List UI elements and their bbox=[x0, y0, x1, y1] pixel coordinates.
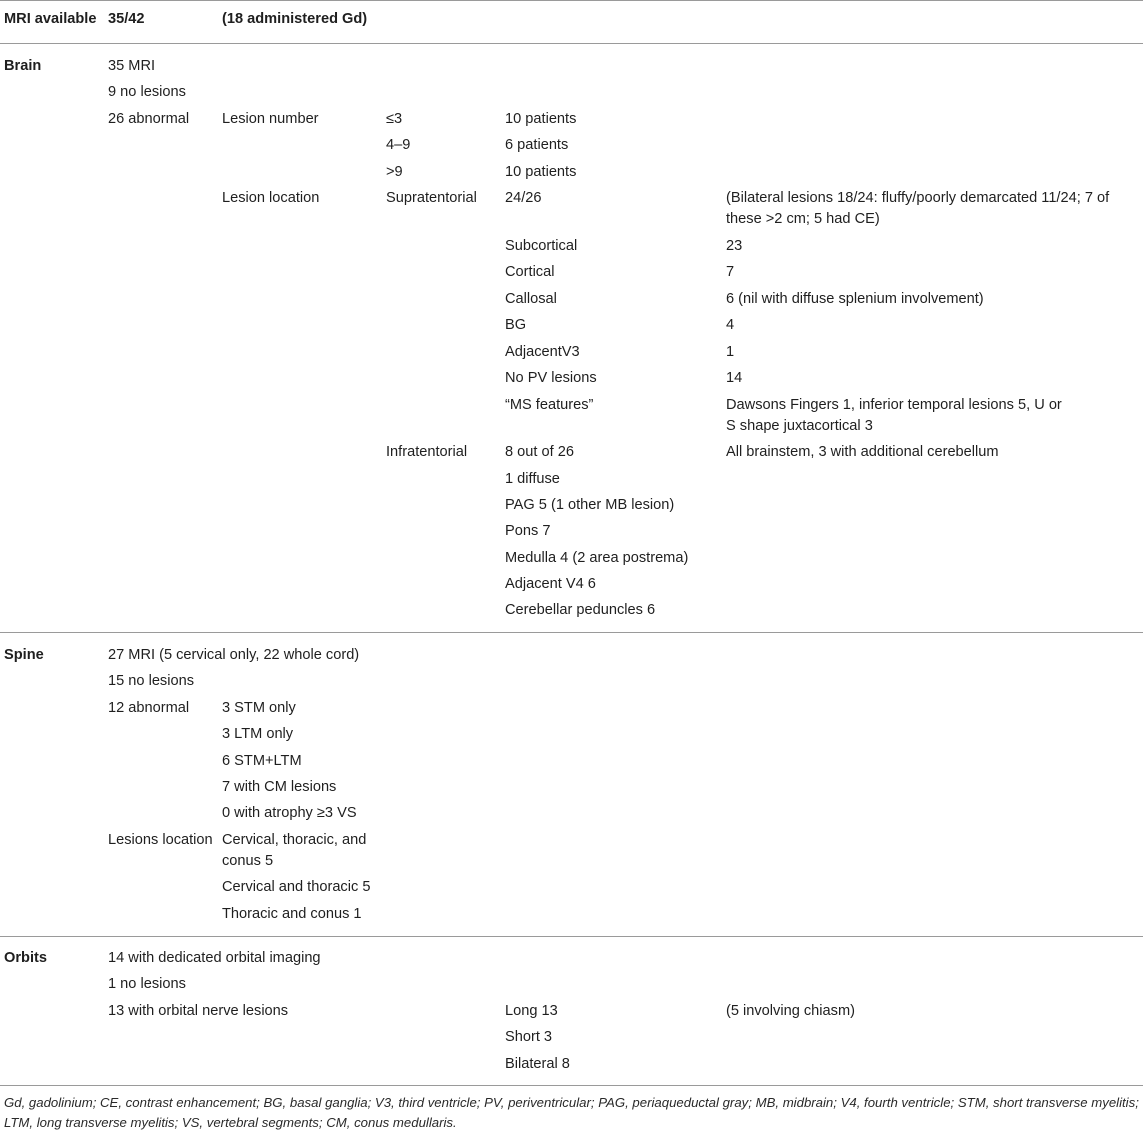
supratentorial-count: 24/26 bbox=[505, 190, 542, 206]
supratentorial-item: “MS features” bbox=[505, 397, 594, 413]
orbits-item: Short 3 bbox=[505, 1029, 553, 1045]
supratentorial-item: Cortical bbox=[505, 264, 555, 280]
infratentorial-item: Adjacent V4 6 bbox=[505, 576, 596, 592]
brain-mri-count: 35 MRI bbox=[108, 58, 156, 74]
infratentorial-label: Infratentorial bbox=[386, 444, 468, 460]
infratentorial-item: Medulla 4 (2 area postrema) bbox=[505, 550, 689, 566]
spine-abnormal: 12 abnormal bbox=[108, 700, 190, 716]
spine-abnormal-item: 0 with atrophy ≥3 VS bbox=[222, 805, 357, 821]
brain-no-lesions: 9 no lesions bbox=[108, 84, 186, 100]
spine-location-item: Thoracic and conus 1 bbox=[222, 906, 362, 922]
lesion-number-value: 10 patients bbox=[505, 164, 577, 180]
infratentorial-count: 8 out of 26 bbox=[505, 444, 574, 460]
infratentorial-item: 1 diffuse bbox=[505, 471, 560, 487]
orbits-label: Orbits bbox=[4, 950, 47, 966]
header-gd-note: (18 administered Gd) bbox=[222, 11, 368, 27]
supratentorial-label: Supratentorial bbox=[386, 190, 477, 206]
orbits-value: (5 involving chiasm) bbox=[726, 1003, 855, 1019]
orbits-no-lesions: 1 no lesions bbox=[108, 976, 186, 992]
supratentorial-item: BG bbox=[505, 317, 527, 333]
infratentorial-item: PAG 5 (1 other MB lesion) bbox=[505, 497, 675, 513]
supratentorial-note: (Bilateral lesions 18/24: fluffy/poorly demarcated 11/24; 7 of these >2 cm; 5 had CE) bbox=[726, 190, 1110, 227]
lesion-number-range: ≤3 bbox=[386, 111, 403, 127]
infratentorial-note: All brainstem, 3 with additional cerebellum bbox=[726, 444, 999, 460]
brain-abnormal: 26 abnormal bbox=[108, 111, 190, 127]
orbits-dedicated: 14 with dedicated orbital imaging bbox=[108, 950, 321, 966]
spine-location-label: Lesions location bbox=[108, 832, 213, 848]
supratentorial-value: 1 bbox=[726, 344, 735, 360]
spine-abnormal-item: 3 LTM only bbox=[222, 726, 294, 742]
lesion-number-value: 10 patients bbox=[505, 111, 577, 127]
supratentorial-value: Dawsons Fingers 1, inferior temporal lesions 5, U or S shape juxtacortical 3 bbox=[726, 397, 1062, 434]
supratentorial-value: 6 (nil with diffuse splenium involvement) bbox=[726, 291, 984, 307]
rule-spine-orbits bbox=[0, 936, 1143, 937]
supratentorial-value: 14 bbox=[726, 370, 743, 386]
supratentorial-item: No PV lesions bbox=[505, 370, 597, 386]
spine-abnormal-item: 7 with CM lesions bbox=[222, 779, 337, 795]
orbits-item: Long 13 bbox=[505, 1003, 558, 1019]
orbits-nerve-lesions: 13 with orbital nerve lesions bbox=[108, 1003, 289, 1019]
supratentorial-item: AdjacentV3 bbox=[505, 344, 580, 360]
lesion-location-label: Lesion location bbox=[222, 190, 320, 206]
spine-abnormal-item: 6 STM+LTM bbox=[222, 753, 302, 769]
orbits-item: Bilateral 8 bbox=[505, 1056, 570, 1072]
brain-label: Brain bbox=[4, 58, 42, 74]
spine-location-item: Cervical, thoracic, and conus 5 bbox=[222, 832, 367, 869]
spine-no-lesions: 15 no lesions bbox=[108, 673, 195, 689]
spine-mri-count: 27 MRI (5 cervical only, 22 whole cord) bbox=[108, 647, 360, 663]
header-ratio: 35/42 bbox=[108, 11, 145, 27]
infratentorial-item: Pons 7 bbox=[505, 523, 551, 539]
supratentorial-value: 7 bbox=[726, 264, 735, 280]
infratentorial-item: Cerebellar peduncles 6 bbox=[505, 602, 656, 618]
table-footnote: Gd, gadolinium; CE, contrast enhancement; BG, basal ganglia; V3, third ventricle; PV, periventricular; PAG, periaqueductal gray; MB, midbrain; V4, fourth ventricle; STM, short transverse myelitis; LTM, long transverse myelitis; VS, vertebral segments; CM, conus medullaris. bbox=[4, 1095, 1139, 1130]
lesion-number-range: >9 bbox=[386, 164, 403, 180]
supratentorial-item: Callosal bbox=[505, 291, 557, 307]
lesion-number-range: 4–9 bbox=[386, 137, 411, 153]
rule-bottom bbox=[0, 1085, 1143, 1086]
spine-abnormal-item: 3 STM only bbox=[222, 700, 296, 716]
header-mri-available: MRI available bbox=[4, 11, 97, 27]
supratentorial-value: 4 bbox=[726, 317, 735, 333]
rule-top bbox=[0, 0, 1143, 1]
supratentorial-item: Subcortical bbox=[505, 238, 578, 254]
rule-header bbox=[0, 43, 1143, 44]
lesion-number-value: 6 patients bbox=[505, 137, 569, 153]
spine-label: Spine bbox=[4, 647, 44, 663]
spine-location-item: Cervical and thoracic 5 bbox=[222, 879, 371, 895]
supratentorial-value: 23 bbox=[726, 238, 743, 254]
rule-brain-spine bbox=[0, 632, 1143, 633]
lesion-number-label: Lesion number bbox=[222, 111, 319, 127]
